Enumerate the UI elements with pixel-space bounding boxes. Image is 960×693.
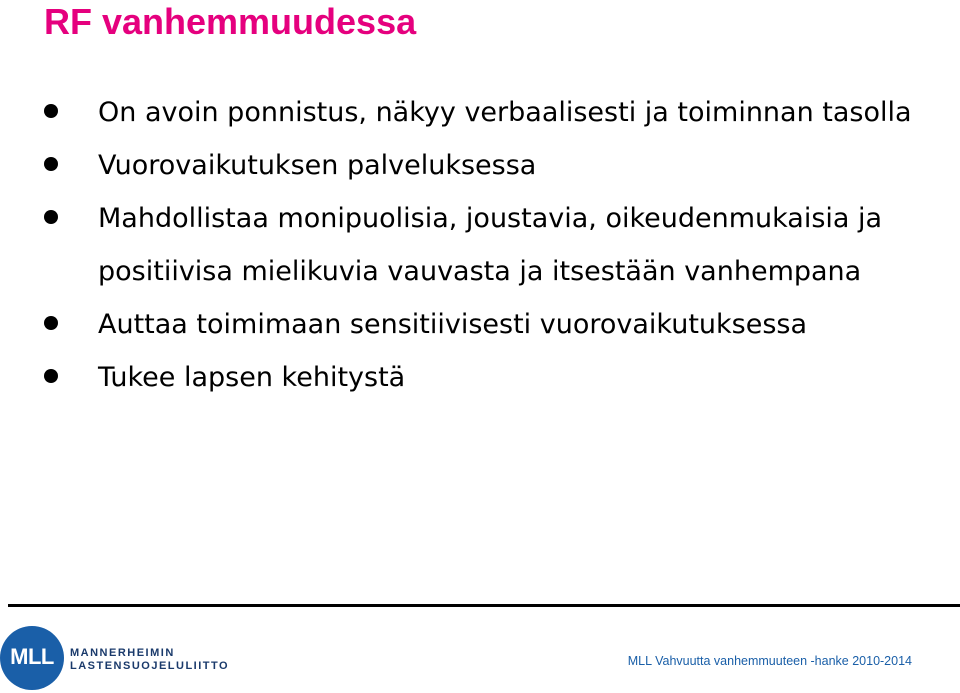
bullet-dot-icon [44,369,58,383]
bullet-item [42,192,922,298]
slide-title: RF vanhemmuudessa [44,1,417,42]
bullet-text: Mahdollistaa monipuolisia, joustavia, oikeudenmukaisia ja positiivisa mielikuvia vauvasta ja itsestään vanhempana [98,203,883,287]
bullet-item [42,139,922,192]
bullet-dot-icon [44,104,58,118]
bullet-item [42,351,922,404]
bullet-item [42,298,922,351]
bullet-dot-icon [44,316,58,330]
bullet-list [42,86,922,404]
footer-project-text: MLL Vahvuutta vanhemmuuteen -hanke 2010-2014 [627,654,912,668]
logo-name-line1: MANNERHEIMIN [70,647,175,659]
bullet-item [42,86,922,139]
bullet-dot-icon [44,210,58,224]
bullet-text: Auttaa toimimaan sensitiivisesti vuorovaikutuksessa [98,309,808,340]
bullet-dot-icon [44,157,58,171]
bullet-text: Vuorovaikutuksen palveluksessa [98,150,537,181]
mll-logo [0,626,230,690]
footer-divider [8,604,960,607]
bullet-text: On avoin ponnistus, näkyy verbaalisesti ja toiminnan tasolla [98,97,912,128]
logo-mark: MLL [10,644,54,669]
logo-name-line2: LASTENSUOJELULIITTO [70,660,230,672]
bullet-text: Tukee lapsen kehitystä [98,362,406,393]
